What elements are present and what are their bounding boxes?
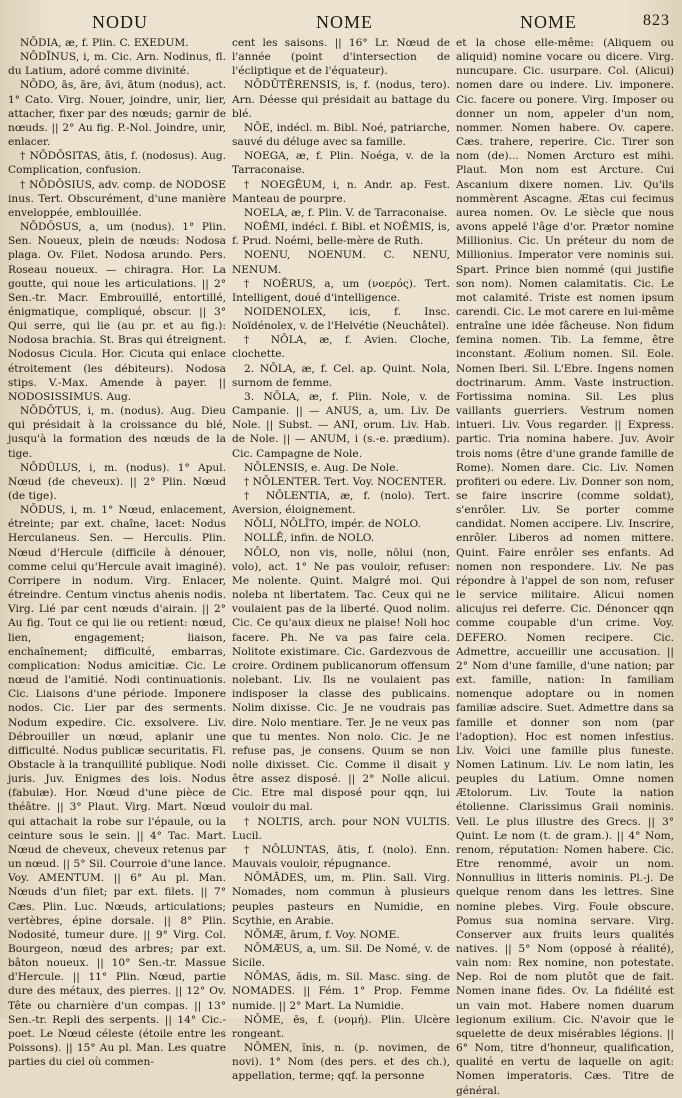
dictionary-entry: NŌMĀDES, um, m. Plin. Sall. Virg. Nomades, nom commun à plusieurs peuples pasteurs en Numidie, en Scythie, en Arabie. xyxy=(232,872,450,927)
dictionary-entry: † NŌDŌSITAS, ātis, f. (nodosus). Aug. Complication, confusion. xyxy=(8,150,226,177)
page-number: 823 xyxy=(643,12,670,29)
header-middle-guideword: NOME xyxy=(316,12,373,32)
dictionary-entry: NŌMAS, ădis, m. Sil. Masc. sing. de NOMADES. || Fém. 1° Prop. Femme numide. || 2° Mart. La Numidie. xyxy=(232,971,450,1012)
column-right xyxy=(456,36,674,1097)
column-middle xyxy=(232,36,450,1083)
dictionary-entry: NŌE, indécl. m. Bibl. Noé, patriarche, sauvé du déluge avec sa famille. xyxy=(232,121,450,149)
dictionary-entry: NŌDŌSUS, a, um (nodus). 1° Plin. Sen. Noueux, plein de nœuds: Nodosa plaga. Ov. Filet. Nodosa arundo. Pers. Roseau noueux. — chiragra. Hor. La goutte, qui noue les articulations. || 2° Sen.-tr. Macr. Embrouillé, entortillé, énigmatique, compliqué, obscur. || 3° Qui serre, qui lie (au pr. et au fig.): Nodosa brachia. St. Bras qui étreignent. Nodosus Cicula. Hor. Cicuta qui enlace étroitement (les débiteurs). Nodosa stips. V.-Max. Amende à payer. || NODOSISSIMUS. Aug. xyxy=(8,221,226,403)
dictionary-entry: † NŌDŌSIUS, adv. comp. de NODOSE inus. Tert. Obscurément, d'une manière enveloppée, emblouillée. xyxy=(8,178,226,219)
dictionary-entry: † NOLTIS, arch. pour NON VULTIS. Lucil. xyxy=(232,815,450,842)
dictionary-entry: NŌME, ēs, f. (νομή). Plin. Ulcère rongeant. xyxy=(232,1013,450,1040)
header-left-guideword: NODU xyxy=(92,12,148,32)
dictionary-entry: NOĒMI, indécl. f. Bibl. et NOĒMIS, is, f. Prud. Noémi, belle-mère de Ruth. xyxy=(232,221,450,248)
dictionary-entry: NŌLI, NŌLĪTO, impér. de NOLO. xyxy=(244,518,421,531)
dictionary-entry: NŌMÆUS, a, um. Sil. De Nomé, v. de Sicile. xyxy=(232,943,450,970)
dictionary-entry: NOENU, NOENUM. C. NENU, NENUM. xyxy=(232,249,450,276)
dictionary-entry: † NOĒRUS, a, um (νοερός). Tert. Intelligent, doué d'intelligence. xyxy=(232,277,450,304)
running-header xyxy=(8,8,674,36)
dictionary-entry: † NŌLA, æ, f. Avien. Cloche, clochette. xyxy=(232,334,450,361)
dictionary-entry: NŌDŌTUS, i, m. (nodus). Aug. Dieu qui présidait à la croissance du blé, jusqu'à la formation des nœuds de la tige. xyxy=(8,405,226,460)
dictionary-entry: † NŌLENTIA, æ, f. (nolo). Tert. Aversion, éloignement. xyxy=(232,490,450,517)
dictionary-entry: 2. NŌLA, æ, f. Cel. ap. Quint. Nola, surnom de femme. xyxy=(232,362,450,389)
dictionary-entry: cent les saisons. || 16° Lr. Nœud de l'année (point d'intersection de l'écliptique et de l'équateur). xyxy=(232,37,450,78)
dictionary-entry: NŌDŬLUS, i, m. (nodus). 1° Apul. Nœud (de cheveux). || 2° Plin. Nœud (de tige). xyxy=(8,461,226,502)
dictionary-entry: NOEGA, æ, f. Plin. Noéga, v. de la Tarraconaise. xyxy=(232,150,450,177)
dictionary-entry: et la chose elle-même: (Aliquem ou aliquid) nomine vocare ou dicere. Virg. nuncupare. Cic. usurpare. Col. (Alicui) nomen dare ou indere. Liv. imponere. Cic. facere ou ponere. Virg. Imposer ou donner un nom, appeler d'un nom, nommer. Nomen habere. Ov. capere. Cæs. trahere, reperire. Cic. Tirer son nom (de)... Nomen Arcturo est mihi. Plaut. Mon nom est Arcture. Cui Ascanium dixere nomen. Liv. Qu'ils nommèrent Ascagne. Ætas cui fecimus aurea nomen. Ov. Le siècle que nous avons appelé l'âge d'or. Prætor nomine Millionius. Cic. Un préteur du nom de Millionius. Imperator vere nominis sui. Spart. Prince bien nommé (qui justifie son nom). Nomen calamitatis. Cic. Le mot calamité. Triste est nomen ipsum carendi. Cic. Le mot carere en lui-même entraîne une idée fâcheuse. Non fidum femina nomen. Tib. La femme, être inconstant. Æolium nomen. Sil. Eole. Nomen Iberi. Sil. L'Ebre. Ingens nomen doctrinarum. Amm. Vaste instruction. Fortissima nomina. Sil. Les plus vaillants guerriers. Vestrum nomen intueri. Liv. Vous regarder. || Express. partic. Tria nomina habere. Juv. Avoir trois noms (être d'une grande famille de Rome). Nomen dare. Cic. Liv. Nomen profiteri ou edere. Liv. Donner son nom, se faire inscrire (comme soldat), s'enrôler. Liv. Se porter comme candidat. Nomen accipere. Liv. Inscrire, enrôler. Liberos ad nomen mittere. Quint. Faire enrôler ses enfants. Ad nomen non respondere. Liv. Ne pas répondre à l'appel de son nom, refuser le service militaire. Alicui nomen alicujus rei deferre. Cic. Dénoncer qqn comme coupable d'un crime. Voy. DEFERO. Nomen recipere. Cic. Admettre, accueillir une accusation. || 2° Nom d'une famille, d'une nation; par ext. famille, nation: In familiam nomenque adoptare ou in nomen familiæ adscire. Suet. Admettre dans sa famille et donner son nom (par l'adoption). Hoc est nomen infestius. Liv. Voici une famille plus funeste. Nomen Latinum. Liv. Le nom latin, les peuples du Latium. Omne nomen Ætolorum. Liv. Toute la nation étolienne. Clarissimus Graii nominis. Vell. Le plus illustre des Grecs. || 3° Quint. Le nom (t. de gram.). || 4° Nom, renom, réputation: Nomen habere. Cic. Etre renommé, avoir un nom. Nonnullius in litteris nominis. Pl.-j. De quelque renom dans les lettres. Sine nomine plebes. Virg. Foule obscure. Pomus sua nomina servare. Virg. Conserver aux fruits leurs qualités natives. || 5° Nom (opposé à réalité), vain nom: Rex nomine, non potestate. Nep. Roi de nom plutôt que de fait. Nomen inane fides. Ov. La fidélité est un vain mot. Habere nomen duarum legionum exilium. Cic. N'avoir que le squelette de deux misérables légions. || 6° Nom, titre d'honneur, qualification, qualité en vertu de laquelle on agit: Nomen imperatoris. Cæs. Titre de général. xyxy=(456,37,674,1097)
dictionary-entry: † NOEGĒUM, i, n. Andr. ap. Fest. Manteau de pourpre. xyxy=(232,178,450,205)
text-columns xyxy=(8,36,674,1097)
dictionary-entry: NŌLO, non vis, nolle, nōlui (non, volo), act. 1° Ne pas vouloir, refuser: Me nolente. Quint. Malgré moi. Qui noleba nt libertatem. Tac. Ceux qui ne voulaient pas de la liberté. Quod nolim. Cic. Ce qu'aux dieux ne plaise! Noli hoc facere. Ph. Ne va pas faire cela. Nolitote existimare. Cic. Gardezvous de croire. Ordinem publicanorum offensum nolebant. Liv. Ils ne voulaient pas indisposer la classe des publicains. Nolim dixisse. Cic. Je ne voudrais pas dire. Nolo mentiare. Ter. Je ne veux pas que tu mentes. Non nolo. Cic. Je ne refuse pas, je consens. Quum se non nolle dixisset. Cic. Comme il disait y être assez disposé. || 2° Nolle alicui. Cic. Etre mal disposé pour qqn, lui vouloir du mal. xyxy=(232,546,450,814)
dictionary-entry: NOIDENOLEX, icis, f. Insc. Noïdénolex, v. de l'Helvétie (Neuchâtel). xyxy=(232,305,450,333)
dictionary-entry: NŌDUS, i, m. 1° Nœud, enlacement, étreinte; par ext. chaîne, lacet: Nodus Herculaneus. Sen. — Herculis. Plin. Nœud d'Hercule (difficile à dénouer, comme celui qu'Hercule avait imaginé). Corripere in nodum. Virg. Enlacer, étreindre. Centum vinctus ahenis nodis. Virg. Lié par cent nœuds d'airain. || 2° Au fig. Tout ce qui lie ou retient: nœud, lien, engagement; liaison, enchaînement; difficulté, embarras, complication: Nodus amicitiæ. Cic. Le nœud de l'amitié. Nodi continuationis. Cic. Liaisons d'une période. Imponere nodos. Cic. Lier par des serments. Nodum expedire. Cic. exsolvere. Liv. Débrouiller un nœud, aplanir une difficulté. Nodus publicæ securitatis. Fl. Obstacle à la tranquillité publique. Nodi juris. Juv. Enigmes des lois. Nodus (fabulæ). Hor. Nœud d'une pièce de théâtre. || 3° Plaut. Virg. Mart. Nœud qui attachait la robe sur l'épaule, ou la ceinture sous le sein. || 4° Tac. Mart. Nœud de cheveux, cheveux retenus par un nœud. || 5° Sil. Courroie d'une lance. Voy. AMENTUM. || 6° Au pl. Man. Nœuds d'un filet; par ext. filets. || 7° Cæs. Plin. Luc. Nœuds, articulations; vertèbres, épine dorsale. || 8° Plin. Nodosité, tumeur dure. || 9° Virg. Col. Bourgeon, nœud des arbres; par ext. bâton noueux. || 10° Sen.-tr. Massue d'Hercule. || 11° Plin. Nœud, partie dure des métaux, des pierres. || 12° Ov. Tête ou charnière d'un compas. || 13° Sen.-tr. Repli des serpents. || 14° Cic.-poet. Le Nœud céleste (étoile entre les Poissons). || 15° Au pl. Man. Les quatre parties du ciel où commen- xyxy=(8,504,226,1069)
header-right-guideword: NOME xyxy=(520,12,577,32)
dictionary-entry: NŌDO, ās, āre, āvi, ātum (nodus), act. 1° Cato. Virg. Nouer, joindre, unir, lier, attacher, fixer par des nœuds; garnir de nœuds. || 2° Au fig. P.-Nol. Joindre, unir, enlacer. xyxy=(8,79,226,149)
dictionary-entry: † NŌLUNTAS, ātis, f. (nolo). Enn. Mauvais vouloir, répugnance. xyxy=(232,843,450,871)
dictionary-entry: NŌMÆ, ārum, f. Voy. NOME. xyxy=(244,928,400,941)
dictionary-entry: NOELA, æ, f. Plin. V. de Tarraconaise. xyxy=(244,206,448,219)
dictionary-entry: NOLLĒ, infin. de NOLO. xyxy=(244,532,375,545)
dictionary-entry: NŌDĪNUS, i, m. Cic. Arn. Nodinus, fl. du Latium, adoré comme divinité. xyxy=(8,51,226,78)
dictionary-entry: 3. NŌLA, æ, f. Plin. Nole, v. de Campanie. || — ANUS, a, um. Liv. De Nole. || Subst. — ANI, orum. Liv. Hab. de Nole. || — ANUM, i (s.-e. prædium). Cic. Campagne de Nole. xyxy=(232,390,450,460)
dictionary-entry: † NŌLENTER. Tert. Voy. NOCENTER. xyxy=(244,475,447,488)
dictionary-entry: NŌDŪTĒRENSIS, is, f. (nodus, tero). Arn. Déesse qui présidait au battage du blé. xyxy=(232,79,450,120)
dictionary-entry: NŌMEN, ĭnis, n. (p. novimen, de novi). 1° Nom (des pers. et des ch.), appellation, terme; qqf. la personne xyxy=(232,1042,450,1083)
dictionary-entry: NŌDIA, æ, f. Plin. C. EXEDUM. xyxy=(20,37,189,49)
dictionary-entry: NŌLENSIS, e. Aug. De Nole. xyxy=(244,461,399,474)
column-left xyxy=(8,36,226,1069)
